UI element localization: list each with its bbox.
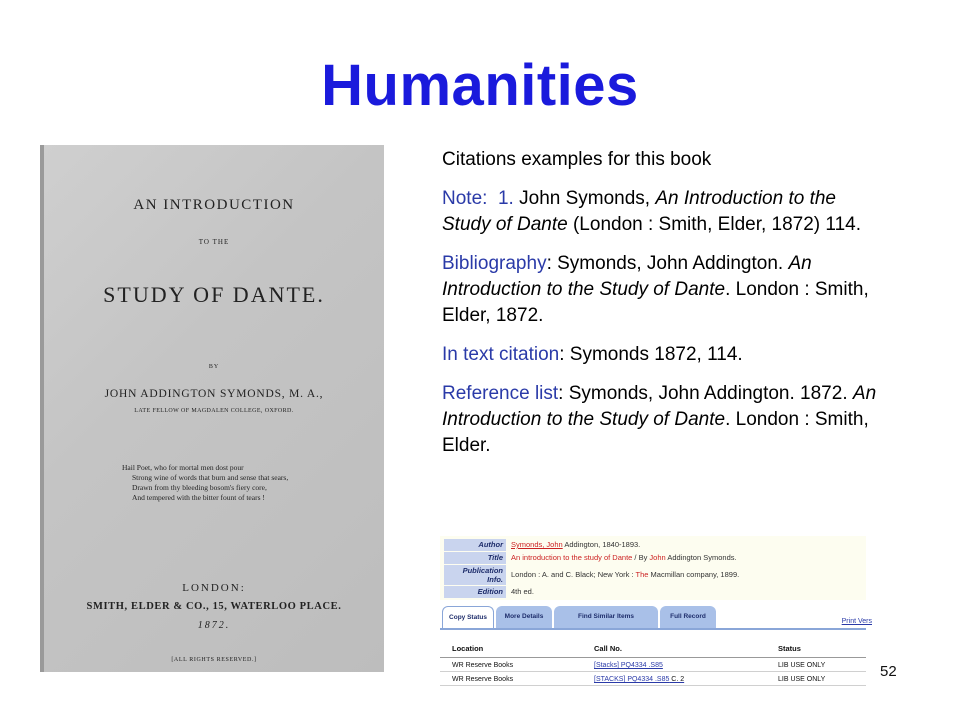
citation-examples bbox=[442, 147, 882, 472]
catalog-title-row bbox=[440, 552, 866, 564]
row-call-no-link[interactable]: [STACKS] PQ4334 .S85 bbox=[594, 676, 670, 683]
title-page-line-an-introduction: AN INTRODUCTION bbox=[133, 197, 295, 213]
column-status: Status bbox=[778, 644, 801, 653]
reference-list-label: Reference list bbox=[442, 383, 559, 404]
slide-title: Humanities bbox=[321, 53, 639, 118]
reference-book-title: An Introduction to the Study of Dante bbox=[442, 383, 877, 430]
note-text-post: (London : Smith, Elder, 1872) 114. bbox=[567, 214, 861, 235]
reference-text-pre: : Symonds, John Addington. 1872. bbox=[558, 383, 853, 404]
title-page-epigraph bbox=[122, 463, 288, 503]
catalog-title-mid: / By bbox=[632, 553, 650, 562]
title-page-rights: [ALL RIGHTS RESERVED.] bbox=[171, 657, 257, 663]
in-text-citation bbox=[442, 342, 882, 368]
note-number: 1. bbox=[497, 188, 514, 209]
tab-full-record[interactable]: Full Record bbox=[660, 606, 716, 628]
epigraph-line: Hail Poet, who for mortal men dost pour bbox=[122, 463, 244, 472]
epigraph-line: Drawn from thy bleeding bosom's fiery core, bbox=[132, 483, 267, 492]
catalog-edition-label: Edition bbox=[444, 586, 506, 598]
title-page-line-study-of-dante: STUDY OF DANTE. bbox=[103, 282, 325, 307]
catalog-publication-label-line2: Info. bbox=[487, 575, 503, 584]
column-location: Location bbox=[452, 644, 484, 653]
epigraph-line: Strong wine of words that burn and sense that sears, bbox=[132, 473, 289, 482]
catalog-author-dates: Addington, 1840-1893. bbox=[562, 540, 641, 549]
catalog-author-label: Author bbox=[444, 539, 506, 551]
catalog-fields bbox=[440, 536, 866, 600]
catalog-title-value bbox=[511, 552, 737, 563]
bibliography-text-pre: : Symonds, John Addington. bbox=[546, 253, 789, 274]
row-copy-number: C. 2 bbox=[669, 676, 685, 683]
tab-more-details[interactable]: More Details bbox=[496, 606, 552, 628]
catalog-author-link[interactable]: Symonds, John bbox=[511, 540, 563, 549]
in-text-value: : Symonds 1872, 114. bbox=[559, 344, 743, 365]
catalog-title-end: Addington Symonds. bbox=[665, 553, 737, 562]
bibliography-book-title: An Introduction to the Study of Dante bbox=[442, 253, 812, 300]
row-call-no bbox=[594, 674, 684, 686]
tab-find-similar-items[interactable]: Find Similar Items bbox=[554, 606, 658, 628]
catalog-publication-pre: London : A. and C. Black; New York : bbox=[511, 570, 636, 579]
catalog-title-link[interactable]: An introduction to the study of Dante bbox=[511, 553, 633, 562]
title-page-affiliation: LATE FELLOW OF MAGDALEN COLLEGE, OXFORD. bbox=[134, 408, 294, 414]
catalog-tab-bar bbox=[440, 606, 872, 630]
row-status: LIB USE ONLY bbox=[778, 662, 826, 669]
note-citation bbox=[442, 186, 882, 238]
epigraph-line: And tempered with the bitter fount of tears ! bbox=[132, 493, 265, 502]
slide-number: 52 bbox=[880, 663, 897, 680]
title-page-line-by: BY bbox=[208, 364, 220, 370]
bibliography-text-post: . London : Smith, Elder, 1872. bbox=[442, 279, 869, 326]
row-location: WR Reserve Books bbox=[452, 676, 514, 683]
title-page-year: 1872. bbox=[197, 620, 231, 631]
reference-text-post: . London : Smith, Elder. bbox=[442, 409, 869, 456]
catalog-author-row bbox=[440, 539, 866, 551]
bibliography-citation bbox=[442, 251, 882, 329]
catalog-title-author-link[interactable]: John bbox=[649, 553, 666, 562]
table-row bbox=[440, 660, 866, 672]
catalog-author-value bbox=[511, 539, 640, 550]
catalog-publication-row bbox=[440, 565, 866, 585]
row-location: WR Reserve Books bbox=[452, 662, 514, 669]
note-book-title: An Introduction to the Study of Dante bbox=[442, 188, 836, 235]
catalog-record-screenshot bbox=[440, 536, 872, 704]
citations-heading: Citations examples for this book bbox=[442, 149, 712, 170]
in-text-label: In text citation bbox=[442, 344, 560, 365]
catalog-publication-link[interactable]: The bbox=[635, 570, 649, 579]
holdings-table-header bbox=[440, 640, 866, 658]
catalog-publication-label-line1: Publication bbox=[462, 566, 503, 575]
note-text-pre: John Symonds, bbox=[513, 188, 656, 209]
catalog-publication-post: Macmillan company, 1899. bbox=[648, 570, 740, 579]
title-page-publisher: SMITH, ELDER & CO., 15, WATERLOO PLACE. bbox=[86, 601, 342, 612]
note-label: Note: bbox=[442, 188, 488, 209]
catalog-publication-value bbox=[511, 569, 739, 580]
title-page-author: JOHN ADDINGTON SYMONDS, M. A., bbox=[104, 388, 324, 400]
print-version-link[interactable]: Print Vers bbox=[841, 618, 872, 625]
reference-list-citation bbox=[442, 381, 882, 459]
catalog-edition-value: 4th ed. bbox=[511, 587, 534, 596]
catalog-edition-row bbox=[440, 586, 866, 598]
catalog-publication-label bbox=[444, 565, 506, 585]
column-call-no: Call No. bbox=[594, 644, 622, 653]
bibliography-label: Bibliography bbox=[442, 253, 547, 274]
row-status: LIB USE ONLY bbox=[778, 676, 826, 683]
title-page-line-to-the: TO THE bbox=[198, 238, 230, 246]
title-page-city: LONDON: bbox=[182, 582, 246, 594]
book-title-page-image bbox=[40, 145, 384, 672]
tab-copy-status[interactable]: Copy Status bbox=[442, 606, 494, 628]
row-call-no-link[interactable]: [Stacks] PQ4334 .S85 bbox=[594, 662, 663, 669]
catalog-title-label: Title bbox=[444, 552, 506, 564]
table-row bbox=[440, 674, 866, 686]
